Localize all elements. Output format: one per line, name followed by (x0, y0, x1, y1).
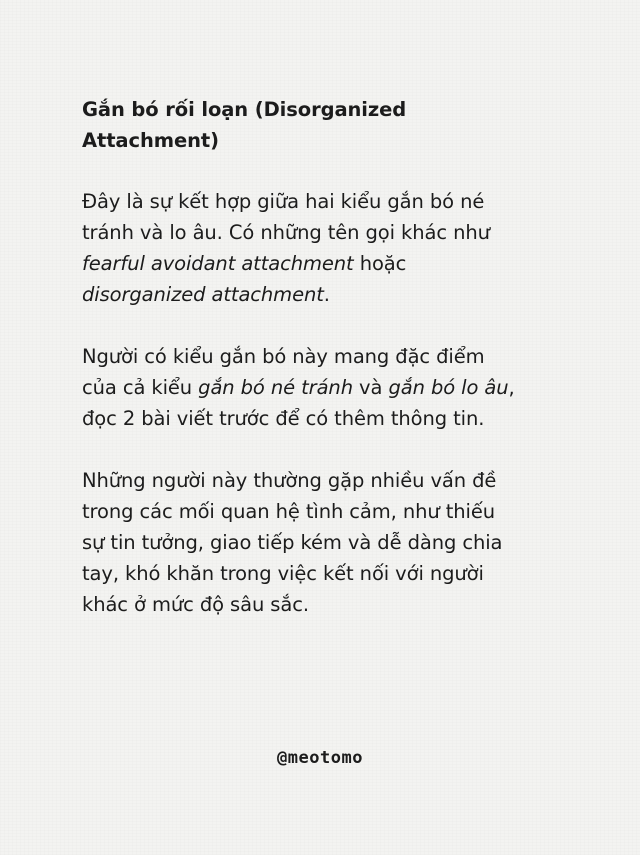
paragraph-problems: Những người này thường gặp nhiều vấn đề trong các mối quan hệ tình cảm, như thiếu sự tin tưởng, giao tiếp kém và dễ dàng chia tay, khó khăn trong việc kết nối với người khác ở mức độ sâu sắc. (82, 469, 503, 616)
paragraph-definition (82, 186, 522, 310)
paragraph-text: Người có kiểu gắn bó này mang đặc điểm của cả kiểu (82, 345, 485, 399)
paragraph-text: . (323, 283, 330, 306)
author-handle: @meotomo (277, 748, 363, 768)
italic-term: gắn bó né tránh (198, 376, 353, 399)
article-body (82, 94, 522, 651)
article-title: Gắn bó rối loạn (Disorganized Attachment) (82, 98, 407, 152)
italic-term: gắn bó lo âu (388, 376, 509, 399)
paragraph-text: Đây là sự kết hợp giữa hai kiểu gắn bó né tránh và lo âu. Có những tên gọi khác như (82, 190, 490, 244)
paragraph-text: hoặc (353, 252, 407, 275)
paragraph-traits (82, 341, 522, 434)
paragraph-text: và (352, 376, 389, 399)
italic-term: fearful avoidant attachment (82, 252, 354, 275)
italic-term: disorganized attachment (82, 283, 324, 306)
paragraph-text: , đọc 2 bài viết trước để có thêm thông tin. (82, 376, 515, 430)
